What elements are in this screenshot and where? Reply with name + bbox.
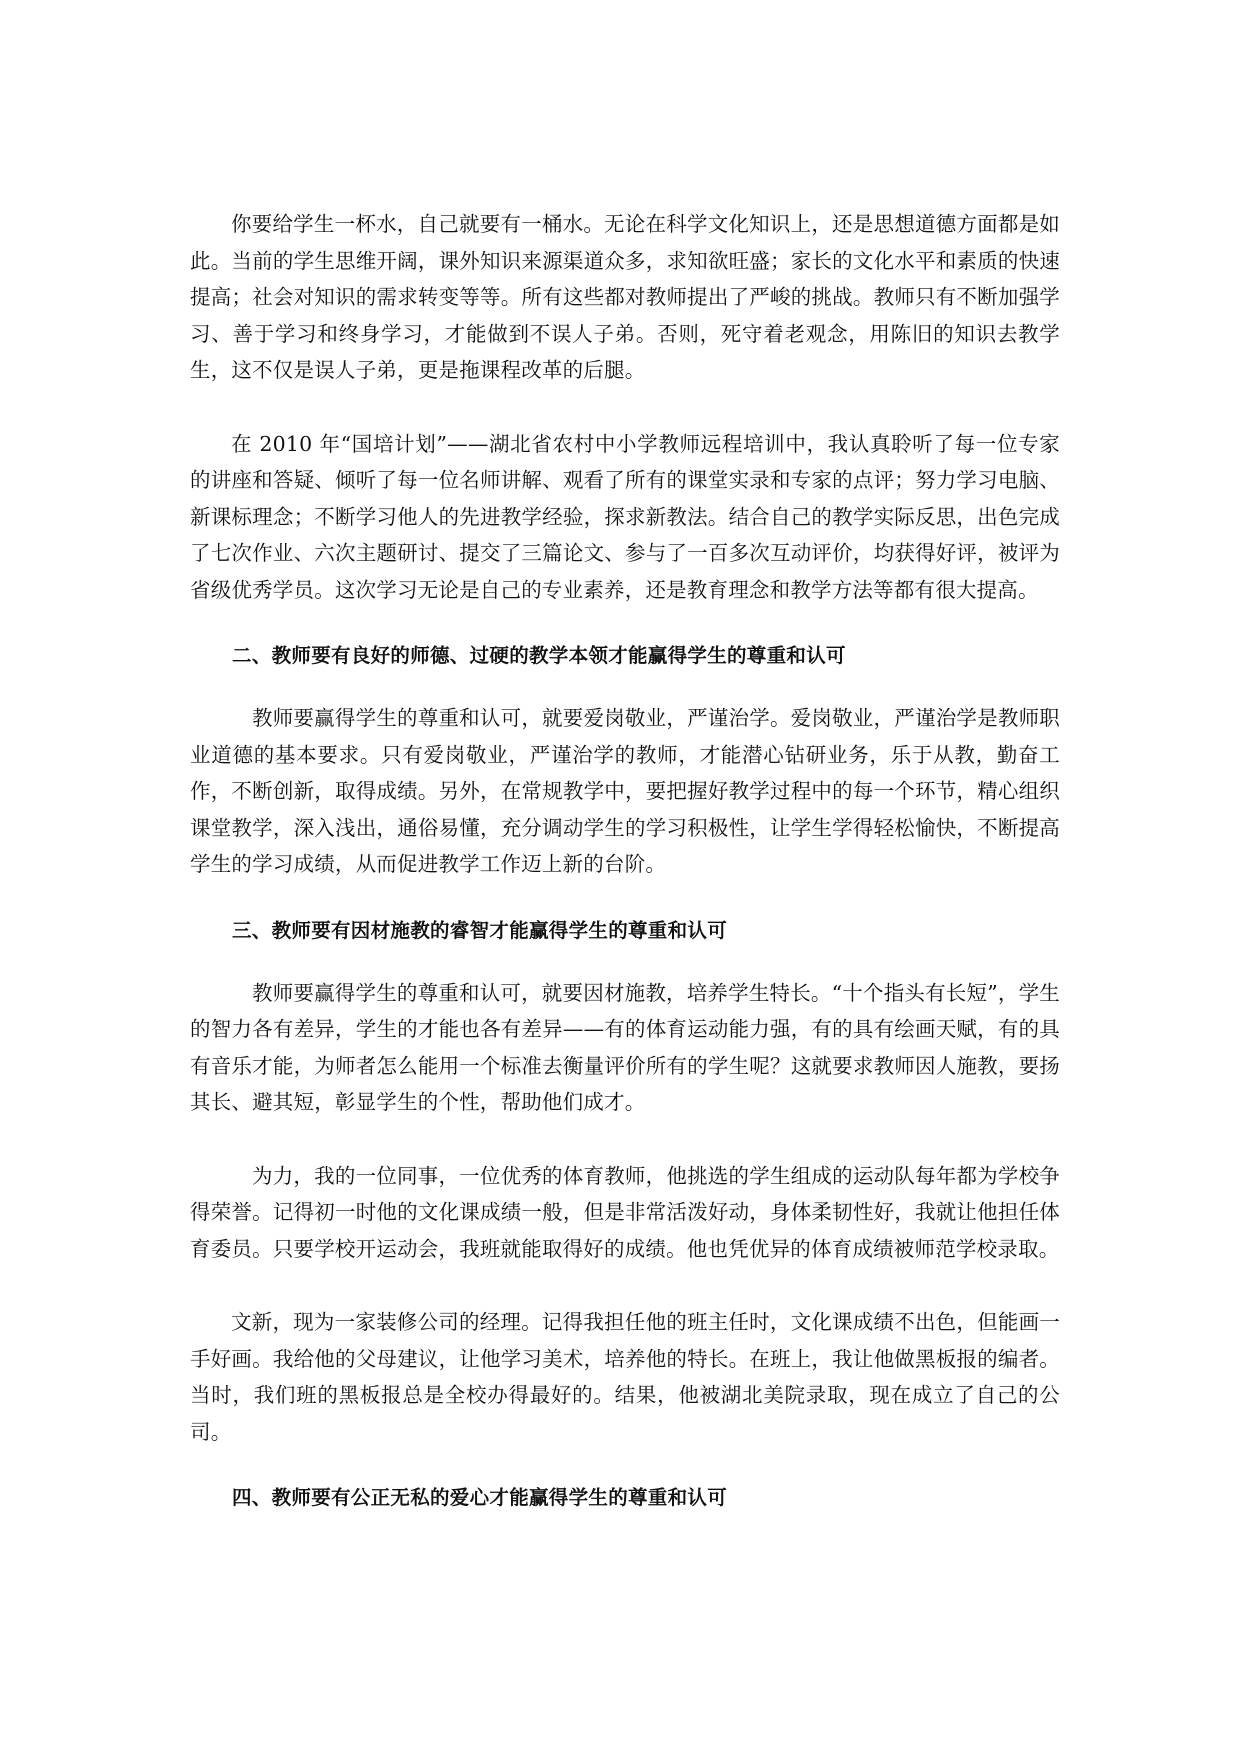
paragraph-example-weili: 为力，我的一位同事，一位优秀的体育教师，他挑选的学生组成的运动队每年都为学校争得荣誉。记得初一时他的文化课成绩一般，但是非常活泼好动，身体柔韧性好，我就让他担任体育委员。只要学校开运动会，我班就能取得好的成绩。他也凭优异的体育成绩被师范学校录取。 bbox=[190, 1163, 1060, 1261]
paragraph-national-training-plan: 在 2010 年“国培计划”——湖北省农村中小学教师远程培训中，我认真聆听了每一位专家的讲座和答疑、倾听了每一位名师讲解、观看了所有的课堂实录和专家的点评；努力学习电脑、新课标理念；不断学习他人的先进教学经验，探求新教法。结合自己的教学实际反思，出色完成了七次作业、六次主题研讨、提交了三篇论文、参与了一百多次互动评价，均获得好评，被评为省级优秀学员。这次学习无论是自己的专业素养，还是教育理念和教学方法等都有很大提高。 bbox=[190, 431, 1060, 602]
paragraph-teacher-ethics: 教师要赢得学生的尊重和认可，就要爱岗敬业，严谨治学。爱岗敬业，严谨治学是教师职业道德的基本要求。只有爱岗敬业，严谨治学的教师，才能潜心钻研业务，乐于从教，勤奋工作，不断创新，取得成绩。另外，在常规教学中，要把握好教学过程中的每一个环节，精心组织课堂教学，深入浅出，通俗易懂，充分调动学生的学习积极性，让学生学得轻松愉快，不断提高学生的学习成绩，从而促进教学工作迈上新的台阶。 bbox=[190, 706, 1060, 876]
paragraph-spacer bbox=[190, 883, 1060, 913]
paragraph-spacer bbox=[190, 674, 1060, 700]
section-heading-four: 四、教师要有公正无私的爱心才能赢得学生的尊重和认可 bbox=[232, 1486, 728, 1509]
paragraph-spacer bbox=[190, 1121, 1060, 1158]
paragraph-example-wenxin: 文新，现为一家装修公司的经理。记得我担任他的班主任时，文化课成绩不出色，但能画一手好画。我给他的父母建议，让他学习美术，培养他的特长。在班上，我让他做黑板报的编者。当时，我们班的黑板报总是全校办得最好的。结果，他被湖北美院录取，现在成立了自己的公司。 bbox=[190, 1310, 1060, 1444]
section-heading-two: 二、教师要有良好的师德、过硬的教学本领才能赢得学生的尊重和认可 bbox=[232, 644, 846, 667]
section-heading-three: 三、教师要有因材施教的睿智才能赢得学生的尊重和认可 bbox=[232, 918, 728, 942]
paragraph-one-bucket-of-water: 你要给学生一杯水，自己就要有一桶水。无论在科学文化知识上，还是思想道德方面都是如此。当前的学生思维开阔，课外知识来源渠道众多，求知欲旺盛；家长的文化水平和素质的快速提高；社会对知识的需求转变等等。所有这些都对教师提出了严峻的挑战。教师只有不断加强学习、善于学习和终身学习，才能做到不误人子弟。否则，死守着老观念，用陈旧的知识去教学生，这不仅是误人子弟，更是拖课程改革的后腿。 bbox=[190, 212, 1060, 382]
paragraph-spacer bbox=[190, 1450, 1060, 1480]
paragraph-spacer bbox=[190, 949, 1060, 975]
paragraph-spacer bbox=[190, 608, 1060, 638]
paragraph-spacer bbox=[190, 1267, 1060, 1304]
document-body bbox=[190, 206, 1060, 1516]
paragraph-individualized-teaching: 教师要赢得学生的尊重和认可，就要因材施教，培养学生特长。“十个指头有长短”，学生的智力各有差异，学生的才能也各有差异——有的体育运动能力强，有的具有绘画天赋，有的具有音乐才能，为师者怎么能用一个标准去衡量评价所有的学生呢？这就要求教师因人施教，要扬其长、避其短，彰显学生的个性，帮助他们成才。 bbox=[190, 980, 1060, 1114]
paragraph-spacer bbox=[190, 389, 1060, 426]
